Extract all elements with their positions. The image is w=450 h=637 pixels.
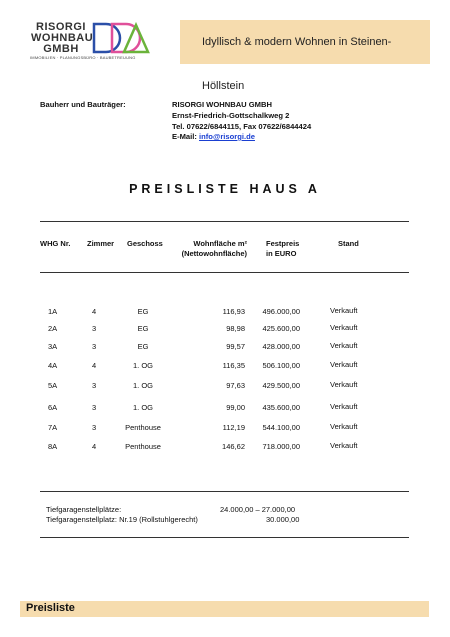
cell-flaeche: 112,19 [222, 423, 245, 432]
cell-stand: Verkauft [330, 441, 358, 450]
cell-whg: 5A [48, 381, 58, 390]
cell-zimmer: 3 [92, 342, 97, 351]
cell-geschoss: Penthouse [125, 423, 161, 432]
company-street: Ernst-Friedrich-Gottschalkweg 2 [172, 111, 290, 120]
cell-zimmer: 3 [92, 403, 97, 412]
cell-stand: Verkauft [330, 380, 358, 389]
cell-flaeche: 116,93 [222, 307, 245, 316]
logo-shapes-icon [92, 22, 150, 54]
col-header-festpreis [266, 239, 299, 259]
divider [40, 491, 409, 492]
cell-zimmer: 4 [92, 361, 97, 370]
cell-geschoss: EG [137, 342, 149, 351]
cell-flaeche: 98,98 [226, 324, 245, 333]
col-header-zimmer: Zimmer [87, 239, 115, 248]
cell-flaeche: 146,62 [222, 442, 245, 451]
cell-whg: 2A [48, 324, 58, 333]
cell-preis: 425.600,00 [262, 324, 300, 333]
cell-stand: Verkauft [330, 422, 358, 431]
company-name: RISORGI WOHNBAU GMBH [172, 100, 272, 109]
parking-value-1: 24.000,00 – 27.000,00 [220, 505, 296, 514]
col-header-whg: WHG Nr. [40, 239, 71, 248]
cell-geschoss: EG [137, 324, 149, 333]
col-header-wohnflaeche-sub: (Nettowohnfläche) [181, 249, 247, 258]
email-label: E-Mail: [172, 132, 197, 141]
cell-geschoss: 1. OG [132, 361, 153, 370]
logo-line-1: RISORGI [36, 21, 86, 33]
cell-geschoss: Penthouse [125, 442, 161, 451]
col-header-wohnflaeche [175, 239, 247, 259]
cell-zimmer: 4 [92, 442, 97, 451]
builder-label: Bauherr und Bauträger: [40, 100, 126, 109]
cell-whg: 6A [48, 403, 58, 412]
cell-flaeche: 97,63 [226, 381, 245, 390]
cell-preis: 435.600,00 [262, 403, 300, 412]
cell-whg: 8A [48, 442, 58, 451]
cell-flaeche: 116,35 [222, 361, 245, 370]
cell-flaeche: 99,00 [226, 403, 245, 412]
cell-preis: 544.100,00 [262, 423, 300, 432]
logo [31, 21, 94, 55]
col-header-geschoss: Geschoss [127, 239, 163, 248]
logo-line-3: GMBH [43, 43, 79, 55]
col-header-festpreis-main: Festpreis [266, 239, 300, 248]
cell-zimmer: 3 [92, 324, 97, 333]
company-phone-fax: Tel. 07622/6844115, Fax 07622/6844424 [172, 122, 312, 131]
cell-preis: 429.500,00 [262, 381, 300, 390]
col-header-wohnflaeche-main: Wohnfläche m² [193, 239, 247, 248]
cell-geschoss: 1. OG [132, 403, 153, 412]
footer-label: Preisliste [26, 602, 75, 614]
cell-stand: Verkauft [330, 341, 358, 350]
cell-whg: 1A [48, 307, 58, 316]
cell-stand: Verkauft [330, 306, 358, 315]
company-email [172, 132, 255, 141]
cell-stand: Verkauft [330, 360, 358, 369]
cell-flaeche: 99,57 [226, 342, 245, 351]
cell-geschoss: EG [137, 307, 149, 316]
col-header-stand: Stand [338, 239, 359, 248]
cell-stand: Verkauft [330, 402, 358, 411]
divider [40, 537, 409, 538]
cell-zimmer: 4 [92, 307, 97, 316]
cell-geschoss: 1. OG [132, 381, 153, 390]
cell-whg: 7A [48, 423, 58, 432]
cell-preis: 496.000,00 [262, 307, 300, 316]
tagline-banner: Idyllisch & modern Wohnen in Steinen-Höllstein [180, 20, 430, 64]
divider [40, 221, 409, 222]
cell-whg: 4A [48, 361, 58, 370]
cell-stand: Verkauft [330, 323, 358, 332]
logo-subtitle: IMMOBILIEN · PLANUNGSBÜRO · BAUBETREUUNG [30, 55, 136, 60]
cell-preis: 428.000,00 [262, 342, 300, 351]
email-link[interactable]: info@risorgi.de [199, 132, 255, 141]
logo-line-2: WOHNBAU [31, 32, 94, 44]
footer-banner [20, 601, 429, 617]
parking-label-2: Tiefgaragenstellplatz: Nr.19 (Rollstuhlgerecht) [46, 515, 198, 524]
divider [40, 272, 409, 273]
parking-value-2: 30.000,00 [266, 515, 300, 524]
cell-preis: 718.000,00 [262, 442, 300, 451]
parking-label-1: Tiefgaragenstellplätze: [46, 505, 122, 514]
cell-zimmer: 3 [92, 381, 97, 390]
cell-preis: 506.100,00 [262, 361, 300, 370]
cell-zimmer: 3 [92, 423, 97, 432]
page-title: PREISLISTE HAUS A [129, 182, 321, 196]
cell-whg: 3A [48, 342, 58, 351]
col-header-festpreis-sub: in EURO [266, 249, 297, 258]
